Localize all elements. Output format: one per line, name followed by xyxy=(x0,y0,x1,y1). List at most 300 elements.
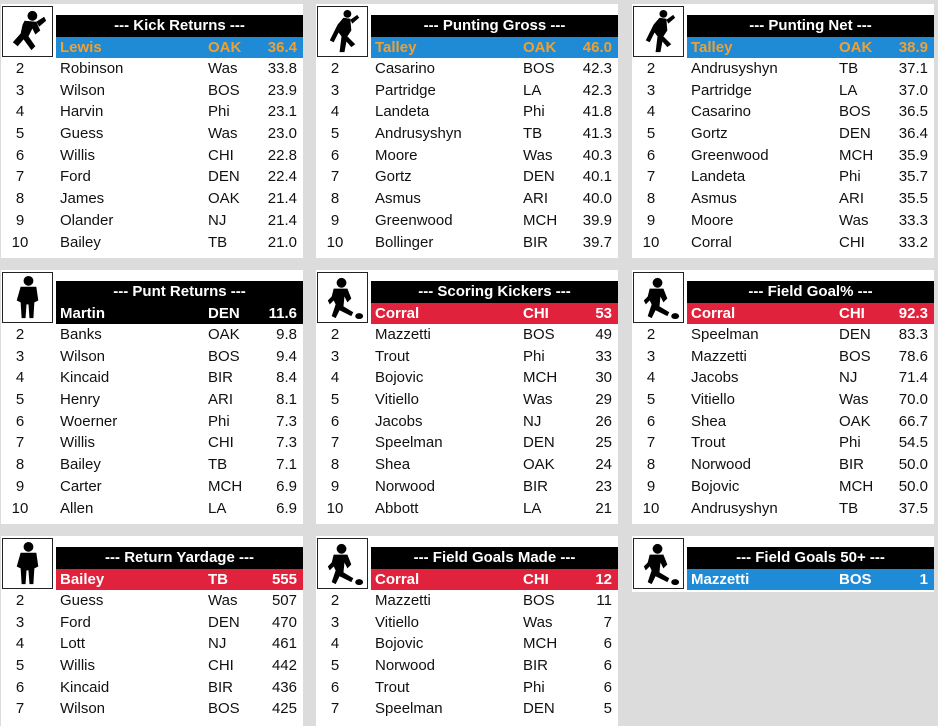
row-player-name: James xyxy=(60,190,105,208)
ranking-row xyxy=(316,411,618,433)
row-value: 22.8 xyxy=(267,146,297,164)
row-team: MCH xyxy=(839,146,874,164)
panel-return-yardage xyxy=(1,536,303,726)
row-player-name: Guess xyxy=(60,592,104,609)
panel-field-goals-made xyxy=(316,536,618,726)
row-value: 5 xyxy=(603,700,612,718)
leader-row xyxy=(371,569,618,590)
row-value: 35.9 xyxy=(898,146,928,164)
row-player-name: Greenwood xyxy=(375,211,453,229)
row-value: 6.9 xyxy=(276,477,297,495)
ranking-row xyxy=(316,58,618,80)
row-rank: 7 xyxy=(330,700,340,718)
leader-team: CHI xyxy=(523,571,549,588)
row-value: 39.9 xyxy=(582,211,612,229)
ranking-row xyxy=(1,454,303,476)
ranking-row xyxy=(316,698,618,720)
leader-value: 92.3 xyxy=(898,305,928,322)
row-rank: 6 xyxy=(15,146,25,164)
row-player-name: Willis xyxy=(60,657,95,675)
ranking-row xyxy=(632,80,934,102)
row-team: BOS xyxy=(523,592,555,609)
row-team: DEN xyxy=(208,613,240,631)
leader-value: 38.9 xyxy=(898,39,928,56)
row-team: BOS xyxy=(523,326,555,343)
row-team: Phi xyxy=(523,678,545,696)
leader-row xyxy=(687,37,934,58)
ranking-row xyxy=(632,58,934,80)
row-rank: 2 xyxy=(330,592,340,609)
row-player-name: Wilson xyxy=(60,81,106,99)
ranking-row xyxy=(1,324,303,346)
row-player-name: Speelman xyxy=(691,326,759,343)
row-value: 50.0 xyxy=(898,477,928,495)
row-rank: 6 xyxy=(646,412,656,430)
row-team: Was xyxy=(208,592,238,609)
row-team: BOS xyxy=(208,700,240,718)
row-value: 40.1 xyxy=(582,168,612,186)
ranking-row xyxy=(632,498,934,520)
row-team: Was xyxy=(839,391,869,409)
leader-value: 46.0 xyxy=(582,39,612,56)
leader-value: 53 xyxy=(595,305,612,322)
leader-value: 555 xyxy=(271,571,297,588)
row-value: 49 xyxy=(595,326,612,343)
row-rank: 10 xyxy=(642,233,660,251)
row-rank: 8 xyxy=(646,456,656,474)
row-rank: 6 xyxy=(15,678,25,696)
row-rank: 10 xyxy=(326,499,344,517)
row-value: 33.2 xyxy=(898,233,928,251)
row-value: 37.1 xyxy=(898,60,928,77)
row-team: BIR xyxy=(208,369,234,387)
row-player-name: Abbott xyxy=(375,499,419,517)
leader-row xyxy=(56,37,303,58)
row-value: 470 xyxy=(271,613,297,631)
row-rank: 6 xyxy=(330,146,340,164)
row-value: 30 xyxy=(595,369,612,387)
row-team: DEN xyxy=(523,434,555,452)
row-team: Phi xyxy=(523,347,545,365)
ranking-row xyxy=(632,411,934,433)
panel-title: --- Kick Returns --- xyxy=(56,15,303,37)
row-rank: 8 xyxy=(15,456,25,474)
panel-field-goals-50 xyxy=(632,536,934,592)
ranking-row xyxy=(316,389,618,411)
row-team: MCH xyxy=(523,369,558,387)
row-rank: 2 xyxy=(646,326,656,343)
ranking-row xyxy=(1,698,303,720)
row-value: 42.3 xyxy=(582,60,612,77)
row-player-name: Willis xyxy=(60,146,95,164)
panel-title: --- Field Goals Made --- xyxy=(371,547,618,569)
row-player-name: Trout xyxy=(375,347,410,365)
row-rank: 4 xyxy=(646,369,656,387)
row-team: Was xyxy=(523,146,553,164)
row-team: NJ xyxy=(208,211,227,229)
row-team: OAK xyxy=(208,190,240,208)
row-team: DEN xyxy=(523,700,555,718)
kick-returner-icon xyxy=(2,6,53,57)
row-rank: 4 xyxy=(15,369,25,387)
panel-punt-returns xyxy=(1,270,303,524)
row-rank: 9 xyxy=(15,211,25,229)
row-rank: 3 xyxy=(646,81,656,99)
row-player-name: Shea xyxy=(691,412,727,430)
row-player-name: Vitiello xyxy=(375,391,419,409)
row-rank: 3 xyxy=(15,81,25,99)
row-player-name: Vitiello xyxy=(375,613,419,631)
leader-value: 11.6 xyxy=(268,305,297,322)
ranking-row xyxy=(316,476,618,498)
row-player-name: Jacobs xyxy=(691,369,739,387)
row-team: Phi xyxy=(839,434,861,452)
row-player-name: Mazzetti xyxy=(375,592,431,609)
ranking-row xyxy=(1,188,303,210)
row-player-name: Greenwood xyxy=(691,146,769,164)
row-value: 24 xyxy=(595,456,612,474)
panel-kick-returns xyxy=(1,4,303,258)
kicker-icon xyxy=(633,538,684,589)
row-rank: 9 xyxy=(330,477,340,495)
row-team: CHI xyxy=(208,657,234,675)
row-player-name: Mazzetti xyxy=(691,347,747,365)
row-team: OAK xyxy=(523,456,555,474)
ranking-row xyxy=(316,677,618,699)
ranking-row xyxy=(632,123,934,145)
row-value: 21.0 xyxy=(267,233,297,251)
row-value: 442 xyxy=(271,657,297,675)
ranking-list xyxy=(1,58,303,253)
ranking-list xyxy=(1,324,303,519)
row-team: Phi xyxy=(839,168,861,186)
panel-title: --- Return Yardage --- xyxy=(56,547,303,569)
ranking-row xyxy=(1,210,303,232)
row-player-name: Speelman xyxy=(375,434,443,452)
row-player-name: Lott xyxy=(60,635,86,653)
row-value: 461 xyxy=(271,635,297,653)
leader-name: Corral xyxy=(691,305,736,322)
row-player-name: Bailey xyxy=(60,456,101,474)
row-value: 6 xyxy=(603,635,612,653)
row-value: 21.4 xyxy=(267,190,297,208)
row-value: 33.8 xyxy=(267,60,297,77)
ranking-row xyxy=(632,166,934,188)
ranking-row xyxy=(632,324,934,346)
ranking-row xyxy=(1,432,303,454)
row-player-name: Partridge xyxy=(375,81,436,99)
ranking-row xyxy=(1,677,303,699)
row-player-name: Robinson xyxy=(60,60,124,77)
ranking-row xyxy=(1,367,303,389)
row-rank: 7 xyxy=(15,168,25,186)
row-value: 33.3 xyxy=(898,211,928,229)
row-rank: 4 xyxy=(15,103,25,121)
row-team: BIR xyxy=(208,678,234,696)
row-player-name: Norwood xyxy=(691,456,752,474)
row-team: TB xyxy=(523,125,543,143)
ranking-list xyxy=(1,590,303,720)
ranking-row xyxy=(316,324,618,346)
row-team: BOS xyxy=(839,103,871,121)
row-player-name: Andrusyshyn xyxy=(691,60,778,77)
row-player-name: Shea xyxy=(375,456,411,474)
row-player-name: Wilson xyxy=(60,700,106,718)
leader-name: Martin xyxy=(60,305,105,322)
row-rank: 9 xyxy=(330,211,340,229)
row-value: 507 xyxy=(271,592,297,609)
panel-title: --- Field Goals 50+ --- xyxy=(687,547,934,569)
leader-team: DEN xyxy=(208,305,240,322)
row-value: 21 xyxy=(595,499,612,517)
row-team: Phi xyxy=(208,412,230,430)
row-value: 7.3 xyxy=(276,434,297,452)
row-rank: 6 xyxy=(646,146,656,164)
row-player-name: Moore xyxy=(375,146,418,164)
row-value: 66.7 xyxy=(898,412,928,430)
row-team: OAK xyxy=(208,326,240,343)
row-player-name: Partridge xyxy=(691,81,752,99)
ranking-row xyxy=(1,633,303,655)
row-player-name: Norwood xyxy=(375,657,436,675)
row-team: DEN xyxy=(523,168,555,186)
row-player-name: Wilson xyxy=(60,347,106,365)
ranking-row xyxy=(1,612,303,634)
row-player-name: Asmus xyxy=(375,190,421,208)
row-team: MCH xyxy=(839,477,874,495)
row-player-name: Gortz xyxy=(691,125,728,143)
row-value: 50.0 xyxy=(898,456,928,474)
row-player-name: Casarino xyxy=(375,60,436,77)
panel-field-goal xyxy=(632,270,934,524)
row-player-name: Landeta xyxy=(691,168,746,186)
leader-team: BOS xyxy=(839,571,872,588)
row-rank: 3 xyxy=(330,347,340,365)
panel-title: --- Punting Net --- xyxy=(687,15,934,37)
leader-name: Talley xyxy=(691,39,733,56)
ranking-row xyxy=(1,166,303,188)
ranking-row xyxy=(316,166,618,188)
row-value: 22.4 xyxy=(267,168,297,186)
row-player-name: Speelman xyxy=(375,700,443,718)
ranking-row xyxy=(1,101,303,123)
row-player-name: Banks xyxy=(60,326,102,343)
row-player-name: Moore xyxy=(691,211,734,229)
row-value: 8.1 xyxy=(276,391,297,409)
row-team: Phi xyxy=(208,103,230,121)
row-value: 425 xyxy=(271,700,297,718)
panel-punting-net xyxy=(632,4,934,258)
leader-name: Corral xyxy=(375,571,420,588)
row-value: 6.9 xyxy=(276,499,297,517)
row-team: BOS xyxy=(839,347,871,365)
row-rank: 7 xyxy=(15,434,25,452)
row-player-name: Norwood xyxy=(375,477,436,495)
row-rank: 3 xyxy=(330,81,340,99)
row-player-name: Kincaid xyxy=(60,678,110,696)
row-value: 7 xyxy=(603,613,612,631)
leader-value: 12 xyxy=(595,571,612,588)
panel-title: --- Field Goal% --- xyxy=(687,281,934,303)
row-value: 35.7 xyxy=(898,168,928,186)
ranking-row xyxy=(1,58,303,80)
row-rank: 5 xyxy=(15,125,25,143)
row-rank: 5 xyxy=(646,391,656,409)
row-rank: 8 xyxy=(330,456,340,474)
punt-returner-icon xyxy=(2,538,53,589)
row-player-name: Ford xyxy=(60,613,91,631)
ranking-row xyxy=(1,80,303,102)
row-rank: 2 xyxy=(646,60,656,77)
row-value: 33 xyxy=(595,347,612,365)
row-rank: 6 xyxy=(330,412,340,430)
row-team: OAK xyxy=(839,412,871,430)
row-team: ARI xyxy=(523,190,549,208)
row-rank: 5 xyxy=(330,657,340,675)
kicker-icon xyxy=(317,538,368,589)
row-rank: 10 xyxy=(326,233,344,251)
row-player-name: Trout xyxy=(375,678,410,696)
row-team: Was xyxy=(208,60,238,77)
leader-row xyxy=(56,303,303,324)
ranking-row xyxy=(1,346,303,368)
row-rank: 4 xyxy=(15,635,25,653)
ranking-list xyxy=(316,58,618,253)
ranking-row xyxy=(632,210,934,232)
row-player-name: Andrusyshyn xyxy=(691,499,778,517)
ranking-row xyxy=(316,612,618,634)
row-player-name: Henry xyxy=(60,391,101,409)
row-team: DEN xyxy=(839,326,871,343)
row-value: 40.3 xyxy=(582,146,612,164)
ranking-row xyxy=(632,346,934,368)
leader-name: Talley xyxy=(375,39,417,56)
row-rank: 8 xyxy=(330,190,340,208)
row-rank: 3 xyxy=(15,347,25,365)
ranking-row xyxy=(316,80,618,102)
row-value: 9.8 xyxy=(276,326,297,343)
row-player-name: Carter xyxy=(60,477,102,495)
ranking-row xyxy=(316,145,618,167)
leader-row xyxy=(371,303,618,324)
row-team: ARI xyxy=(839,190,865,208)
row-team: CHI xyxy=(208,434,234,452)
row-rank: 5 xyxy=(15,657,25,675)
ranking-row xyxy=(1,145,303,167)
row-team: NJ xyxy=(523,412,542,430)
row-rank: 7 xyxy=(330,168,340,186)
panel-title: --- Punt Returns --- xyxy=(56,281,303,303)
ranking-row xyxy=(632,232,934,254)
row-rank: 9 xyxy=(646,211,656,229)
leader-value: 36.4 xyxy=(267,39,297,56)
row-value: 36.4 xyxy=(898,125,928,143)
row-player-name: Asmus xyxy=(691,190,737,208)
row-team: Was xyxy=(523,613,553,631)
row-value: 37.5 xyxy=(898,499,928,517)
ranking-list xyxy=(632,324,934,519)
panel-punting-gross xyxy=(316,4,618,258)
ranking-row xyxy=(1,655,303,677)
ranking-row xyxy=(632,454,934,476)
leader-team: OAK xyxy=(523,39,557,56)
ranking-row xyxy=(316,367,618,389)
punter-icon xyxy=(633,6,684,57)
row-value: 54.5 xyxy=(898,434,928,452)
row-value: 70.0 xyxy=(898,391,928,409)
ranking-row xyxy=(1,476,303,498)
row-player-name: Vitiello xyxy=(691,391,735,409)
ranking-row xyxy=(632,367,934,389)
row-rank: 9 xyxy=(646,477,656,495)
row-team: BOS xyxy=(208,347,240,365)
ranking-row xyxy=(632,476,934,498)
row-player-name: Jacobs xyxy=(375,412,423,430)
row-player-name: Woerner xyxy=(60,412,118,430)
row-rank: 4 xyxy=(646,103,656,121)
row-team: NJ xyxy=(839,369,858,387)
row-rank: 3 xyxy=(15,613,25,631)
row-rank: 5 xyxy=(330,391,340,409)
row-value: 40.0 xyxy=(582,190,612,208)
panel-title: --- Punting Gross --- xyxy=(371,15,618,37)
leader-name: Mazzetti xyxy=(691,571,750,588)
leader-team: CHI xyxy=(523,305,549,322)
row-value: 35.5 xyxy=(898,190,928,208)
row-value: 8.4 xyxy=(276,369,297,387)
leader-name: Corral xyxy=(375,305,420,322)
row-rank: 2 xyxy=(15,326,25,343)
ranking-row xyxy=(1,389,303,411)
ranking-list xyxy=(632,58,934,253)
leader-name: Bailey xyxy=(60,571,105,588)
row-team: BOS xyxy=(523,60,555,77)
row-team: BIR xyxy=(523,657,549,675)
ranking-row xyxy=(316,590,618,612)
ranking-list xyxy=(316,324,618,519)
ranking-row xyxy=(316,210,618,232)
row-rank: 2 xyxy=(15,60,25,77)
row-player-name: Allen xyxy=(60,499,94,517)
leader-team: OAK xyxy=(208,39,242,56)
row-player-name: Andrusyshyn xyxy=(375,125,462,143)
row-team: LA xyxy=(839,81,858,99)
row-value: 36.5 xyxy=(898,103,928,121)
row-value: 42.3 xyxy=(582,81,612,99)
row-rank: 10 xyxy=(11,233,29,251)
row-rank: 7 xyxy=(646,168,656,186)
row-value: 23.0 xyxy=(267,125,297,143)
row-team: BIR xyxy=(523,477,549,495)
row-value: 11 xyxy=(596,592,612,609)
row-value: 25 xyxy=(595,434,612,452)
row-team: BOS xyxy=(208,81,240,99)
row-rank: 6 xyxy=(330,678,340,696)
row-rank: 6 xyxy=(15,412,25,430)
row-rank: 4 xyxy=(330,103,340,121)
row-value: 41.3 xyxy=(582,125,612,143)
row-player-name: Harvin xyxy=(60,103,104,121)
row-team: TB xyxy=(208,456,228,474)
row-player-name: Bollinger xyxy=(375,233,434,251)
ranking-row xyxy=(316,633,618,655)
ranking-row xyxy=(1,232,303,254)
row-value: 29 xyxy=(595,391,612,409)
row-rank: 5 xyxy=(15,391,25,409)
row-value: 6 xyxy=(603,678,612,696)
ranking-row xyxy=(632,145,934,167)
row-rank: 4 xyxy=(330,635,340,653)
